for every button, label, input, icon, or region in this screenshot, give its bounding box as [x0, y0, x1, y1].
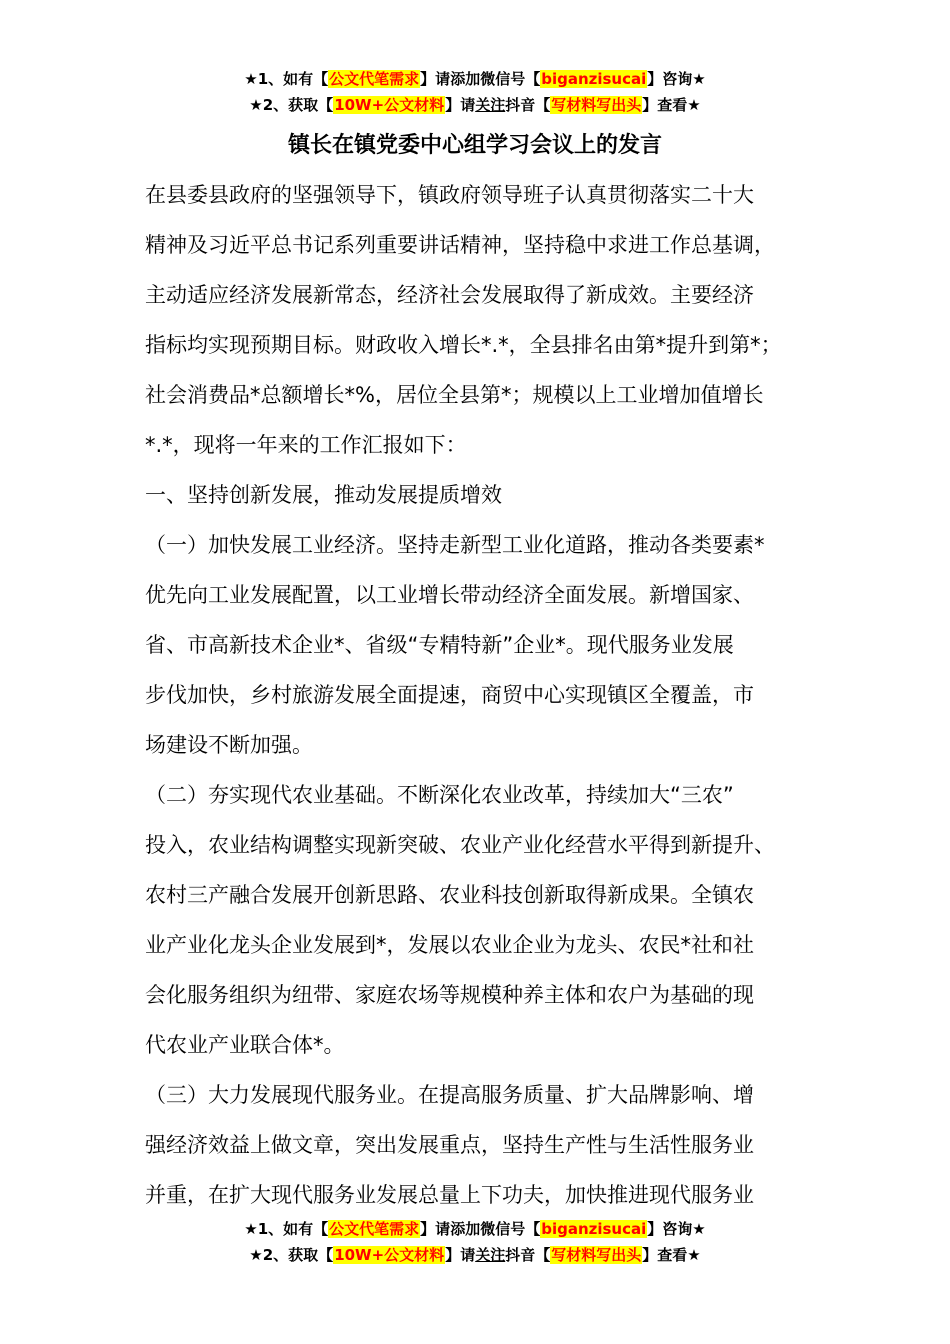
- banner-wechat-id: biganzisucai: [541, 70, 647, 88]
- banner-text: 】请: [420, 70, 451, 88]
- body-line: *.*，现将一年来的工作汇报如下：: [145, 433, 467, 457]
- body-line: 强经济效益上做文章，突出发展重点，坚持生产性与生活性服务业: [145, 1133, 754, 1157]
- body-line: 省、市高新技术企业*、省级“专精特新”企业*。现代服务业发展: [145, 633, 734, 657]
- banner-text: 】请: [445, 96, 476, 114]
- banner-highlight: 公文代笔需求: [329, 1220, 420, 1238]
- body-line: 投入，农业结构调整实现新突破、农业产业化经营水平得到新提升、: [145, 833, 775, 857]
- banner-text: ★1、如有【: [244, 70, 329, 88]
- body-line: （一）加快发展工业经济。坚持走新型工业化道路，推动各类要素*: [145, 533, 765, 557]
- banner-text: 】咨询★: [647, 70, 706, 88]
- body-line: 精神及习近平总书记系列重要讲话精神，坚持稳中求进工作总基调，: [145, 233, 775, 257]
- body-line: （二）夯实现代农业基础。不断深化农业改革，持续加大“三农”: [145, 783, 734, 807]
- document-title: 镇长在镇党委中心组学习会议上的发言: [287, 133, 662, 158]
- body-line: 步伐加快，乡村旅游发展全面提速，商贸中心实现镇区全覆盖，市: [145, 683, 754, 707]
- banner-text: 】请: [445, 1246, 476, 1264]
- document-body: [145, 170, 825, 1220]
- footer-banner: [0, 1216, 950, 1268]
- body-line: 指标均实现预期目标。财政收入增长*.*，全县排名由第*提升到第*；: [145, 333, 782, 357]
- header-banner: [0, 66, 950, 118]
- banner-douyin-id: 写材料写出头: [551, 96, 642, 114]
- banner-douyin-id: 写材料写出头: [551, 1246, 642, 1264]
- body-line: 农村三产融合发展开创新思路、农业科技创新取得新成果。全镇农: [145, 883, 754, 907]
- body-line: 社会消费品*总额增长*%，居位全县第*；规模以上工业增加值增长: [145, 383, 764, 407]
- banner-text: ★2、获取【: [249, 96, 334, 114]
- banner-emphasis: 添加: [450, 1220, 481, 1238]
- banner-highlight: 10W+公文材料: [334, 96, 445, 114]
- banner-text: 抖音【: [505, 1246, 551, 1264]
- body-line: 主动适应经济发展新常态，经济社会发展取得了新成效。主要经济: [145, 283, 754, 307]
- footer-banner-line-1: [0, 1216, 950, 1242]
- banner-text: 】咨询★: [647, 1220, 706, 1238]
- banner-text: 抖音【: [505, 96, 551, 114]
- body-line: 在县委县政府的坚强领导下，镇政府领导班子认真贯彻落实二十大: [145, 183, 754, 207]
- banner-text: 】查看★: [642, 96, 701, 114]
- body-line: 优先向工业发展配置，以工业增长带动经济全面发展。新增国家、: [145, 583, 754, 607]
- header-banner-line-1: [0, 66, 950, 92]
- banner-emphasis: 关注: [475, 96, 506, 114]
- banner-text: 】查看★: [642, 1246, 701, 1264]
- body-line: 会化服务组织为纽带、家庭农场等规模种养主体和农户为基础的现: [145, 983, 754, 1007]
- body-line: 业产业化龙头企业发展到*，发展以农业企业为龙头、农民*社和社: [145, 933, 754, 957]
- body-line: 场建设不断加强。: [145, 733, 313, 757]
- body-line: （三）大力发展现代服务业。在提高服务质量、扩大品牌影响、增: [145, 1083, 754, 1107]
- banner-text: 微信号【: [480, 1220, 541, 1238]
- body-line: 代农业产业联合体*。: [145, 1033, 345, 1057]
- banner-emphasis: 添加: [450, 70, 481, 88]
- banner-text: ★1、如有【: [244, 1220, 329, 1238]
- banner-emphasis: 关注: [475, 1246, 506, 1264]
- banner-highlight: 公文代笔需求: [329, 70, 420, 88]
- banner-text: ★2、获取【: [249, 1246, 334, 1264]
- header-banner-line-2: [0, 92, 950, 118]
- section-heading: 一、坚持创新发展，推动发展提质增效: [145, 483, 502, 507]
- banner-text: 微信号【: [480, 70, 541, 88]
- footer-banner-line-2: [0, 1242, 950, 1268]
- banner-text: 】请: [420, 1220, 451, 1238]
- banner-wechat-id: biganzisucai: [541, 1220, 647, 1238]
- body-line: 并重，在扩大现代服务业发展总量上下功夫，加快推进现代服务业: [145, 1183, 754, 1207]
- banner-highlight: 10W+公文材料: [334, 1246, 445, 1264]
